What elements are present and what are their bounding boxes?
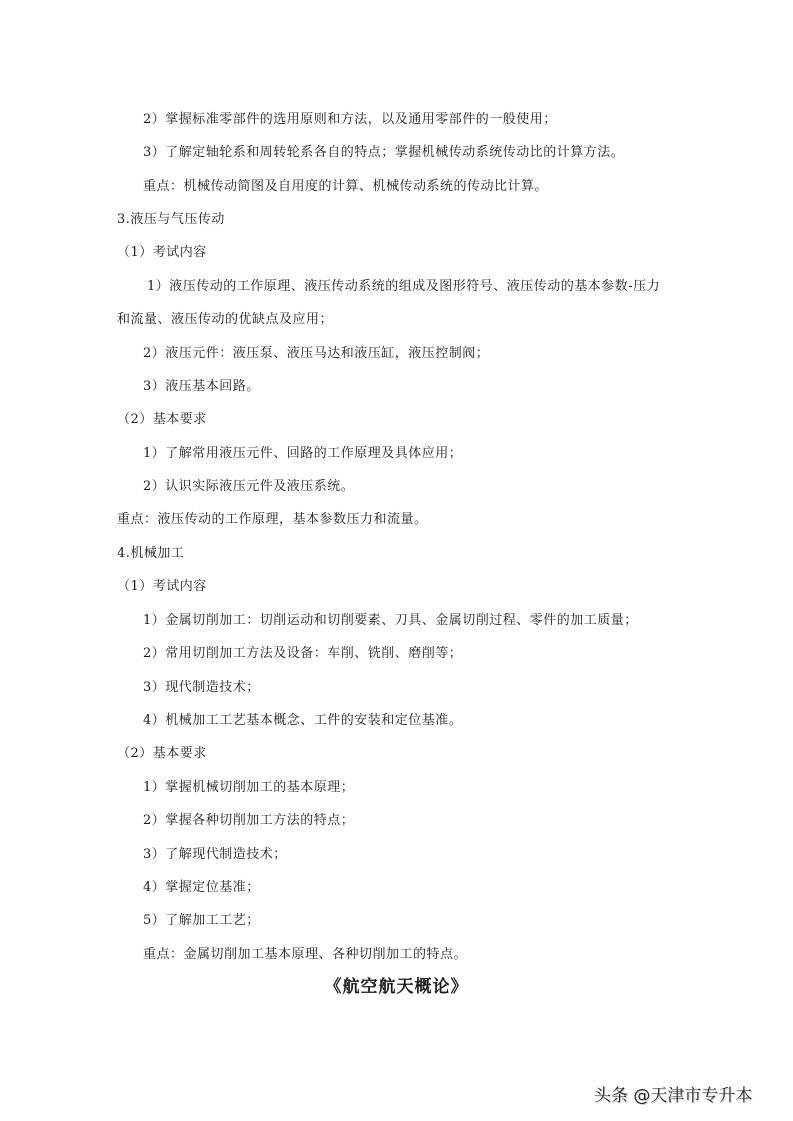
text-line: 4）掌握定位基准； [143, 880, 260, 895]
section-title: 《航空航天概论》 [324, 977, 469, 997]
text-line: 4.机械加工 [117, 546, 185, 561]
text-line: 2）认识实际液压元件及液压系统。 [143, 479, 355, 494]
text-line: 1）掌握机械切削加工的基本原理； [143, 780, 355, 795]
text-line: （2）基本要求 [117, 412, 207, 427]
text-line: 2）掌握标准零部件的选用原则和方法，以及通用零部件的一般使用； [143, 112, 557, 127]
text-line: 1）了解常用液压元件、回路的工作原理及具体应用； [143, 446, 463, 461]
text-line: （2）基本要求 [117, 746, 207, 761]
text-line: 5）了解加工工艺； [143, 913, 260, 928]
text-line: 2）掌握各种切削加工方法的特点； [143, 813, 355, 828]
text-line: （1）考试内容 [117, 579, 207, 594]
text-line: 2）液压元件：液压泵、液压马达和液压缸，液压控制阀； [143, 346, 490, 361]
text-line: 3.液压与气压传动 [117, 212, 225, 227]
text-line: 重点：金属切削加工基本原理、各种切削加工的特点。 [143, 947, 468, 962]
text-line: 和流量、液压传动的优缺点及应用； [117, 312, 334, 327]
text-line: 3）现代制造技术； [143, 680, 260, 695]
text-line: 重点：机械传动简图及自用度的计算、机械传动系统的传动比计算。 [143, 179, 549, 194]
watermark: 头条 @天津市专升本 [594, 1086, 753, 1106]
text-line: 4）机械加工工艺基本概念、工件的安装和定位基准。 [143, 713, 463, 728]
text-line: 2）常用切削加工方法及设备：车削、铣削、磨削等； [143, 646, 463, 661]
text-line: 重点：液压传动的工作原理，基本参数压力和流量。 [117, 512, 428, 527]
text-line: 1）液压传动的工作原理、液压传动系统的组成及图形符号、液压传动的基本参数-压力 [147, 279, 661, 294]
text-line: 3）液压基本回路。 [143, 379, 260, 394]
text-line: 1）金属切削加工：切削运动和切削要素、刀具、金属切削过程、零件的加工质量； [143, 613, 638, 628]
text-line: （1）考试内容 [117, 245, 207, 260]
text-line: 3）了解定轴轮系和周转轮系各自的特点；掌握机械传动系统传动比的计算方法。 [143, 145, 625, 160]
text-line: 3）了解现代制造技术； [143, 847, 287, 862]
